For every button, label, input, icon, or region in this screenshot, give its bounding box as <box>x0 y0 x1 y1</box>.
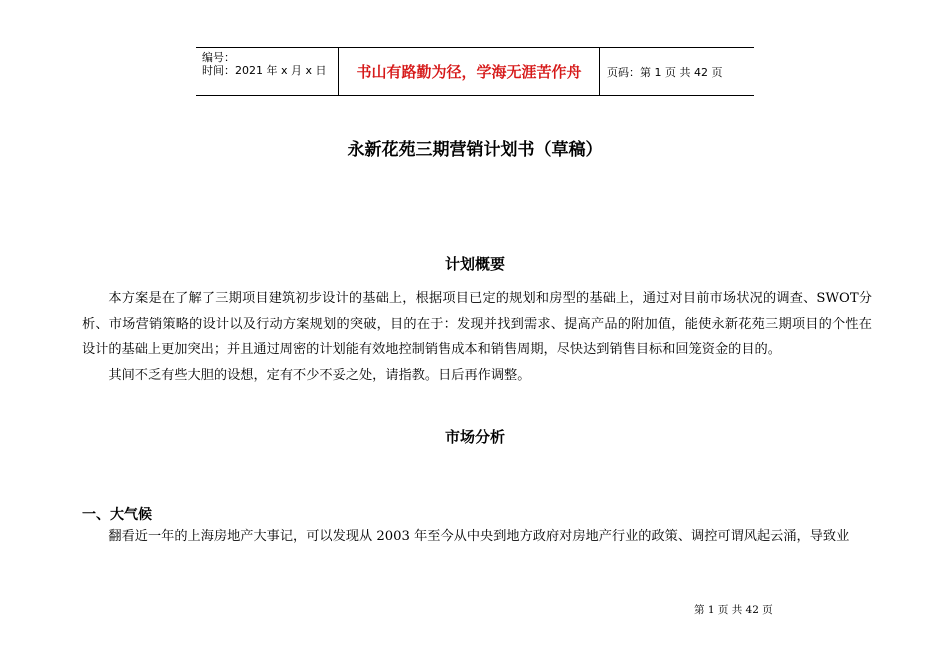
document-title: 永新花苑三期营销计划书（草稿） <box>347 140 603 160</box>
market-paragraph-1: 翻看近一年的上海房地产大事记，可以发现从 2003 年至今从中央到地方政府对房地产行业的政策、调控可谓风起云涌，导致业 <box>108 529 850 544</box>
header-number-label: 编号： <box>202 51 235 64</box>
document-header <box>196 47 754 96</box>
market-subheading: 一、大气候 <box>82 507 152 523</box>
header-motto: 书山有路勤为径，学海无涯苦作舟 <box>338 48 600 95</box>
header-meta <box>196 48 338 95</box>
header-page-code: 页码：第 1 页 共 42 页 <box>607 65 723 79</box>
overview-paragraph-1: 本方案是在了解了三期项目建筑初步设计的基础上，根据项目已定的规划和房型的基础上，通过对目前市场状况的调查、SWOT分析、市场营销策略的设计以及行动方案规划的突破，目的在于：发现并找到需求、提高产品的附加值，能使永新花苑三期项目的个性在设计的基础上更加突出；并且通过周密的计划能有效地控制销售成本和销售周期，尽快达到销售目标和回笼资金的目的。 <box>82 291 872 357</box>
section-heading-market: 市场分析 <box>444 428 505 446</box>
page-footer: 第 1 页 共 42 页 <box>694 604 773 616</box>
section-heading-overview: 计划概要 <box>444 255 505 273</box>
overview-paragraph-2: 其间不乏有些大胆的设想，定有不少不妥之处，请指教。日后再作调整。 <box>108 368 531 383</box>
header-time-label: 时间：2021 年 x 月 x 日 <box>202 64 327 77</box>
